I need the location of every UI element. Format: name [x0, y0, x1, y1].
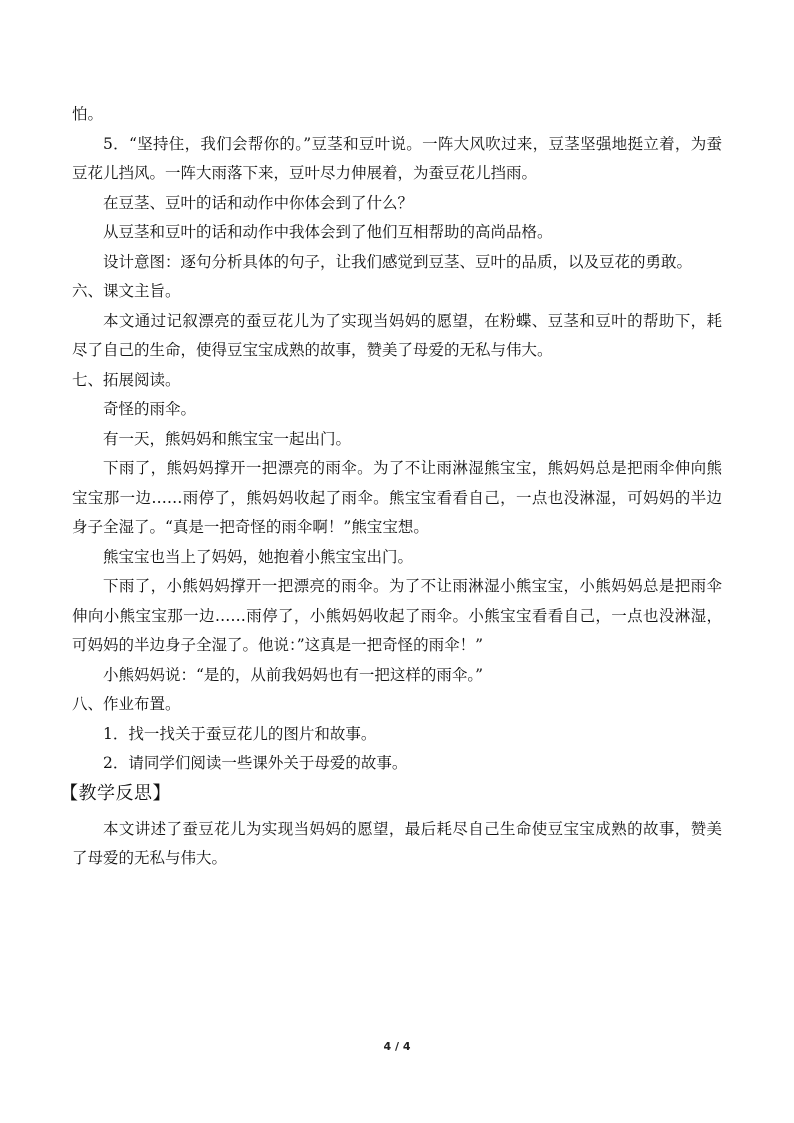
paragraph-reflection: 本文讲述了蚕豆花儿为实现当妈妈的愿望，最后耗尽自己生命使豆宝宝成熟的故事，赞美了母爱的无私与伟大。: [72, 819, 722, 867]
paragraph-item-5: 5．“坚持住，我们会帮你的。”豆茎和豆叶说。一阵大风吹过来，豆茎坚强地挺立着，为蚕豆花儿挡风。一阵大雨落下来，豆叶尽力伸展着，为蚕豆花儿挡雨。: [72, 134, 722, 182]
paragraph-question: 在豆茎、豆叶的话和动作中你体会到了什么？: [103, 193, 414, 212]
paragraph-story-title: 奇怪的雨伞。: [103, 400, 197, 418]
paragraph-main-idea: 本文通过记叙漂亮的蚕豆花儿为了实现当妈妈的愿望，在粉蝶、豆茎和豆叶的帮助下，耗尽了自己的生命，使得豆宝宝成熟的故事，赞美了母爱的无私与伟大。: [72, 311, 722, 359]
section-title-6: 六、课文主旨。: [72, 282, 181, 300]
homework-item-2: 2．请同学们阅读一些课外关于母爱的故事。: [103, 754, 408, 772]
paragraph-story-5: 小熊妈妈说：“是的，从前我妈妈也有一把这样的雨伞。”: [103, 665, 484, 684]
document-body: [60, 100, 722, 874]
section-title-7: 七、拓展阅读。: [72, 370, 181, 389]
paragraph-answer: 从豆茎和豆叶的话和动作中我体会到了他们互相帮助的高尚品格。: [103, 223, 553, 241]
homework-item-1: 1．找一找关于蚕豆花儿的图片和故事。: [103, 724, 377, 743]
section-title-8: 八、作业布置。: [72, 695, 181, 713]
paragraph-story-3: 熊宝宝也当上了妈妈，她抱着小熊宝宝出门。: [103, 547, 414, 566]
paragraph-design-intent: 设计意图：逐句分析具体的句子，让我们感觉到豆茎、豆叶的品质，以及豆花的勇敢。: [103, 252, 693, 271]
paragraph-story-2: 下雨了，熊妈妈撑开一把漂亮的雨伞。为了不让雨淋湿熊宝宝，熊妈妈总是把雨伞伸向熊宝宝那一边……雨停了，熊妈妈收起了雨伞。熊宝宝看看自己，一点也没淋湿，可妈妈的半边身子全湿了。“真是一把奇怪的雨伞啊！”熊宝宝想。: [72, 459, 722, 536]
paragraph-story-1: 有一天，熊妈妈和熊宝宝一起出门。: [103, 429, 352, 448]
paragraph-continuation: 怕。: [72, 105, 104, 123]
paragraph-story-4: 下雨了，小熊妈妈撑开一把漂亮的雨伞。为了不让雨淋湿小熊宝宝，小熊妈妈总是把雨伞伸向小熊宝宝那一边……雨停了，小熊妈妈收起了雨伞。小熊宝宝看看自己，一点也没淋湿，可妈妈的半边身子全湿了。他说：”这真是一把奇怪的雨伞！”: [72, 577, 722, 654]
reflection-heading: 【教学反思】: [60, 782, 171, 804]
page-number: 4 / 4: [383, 1040, 411, 1053]
